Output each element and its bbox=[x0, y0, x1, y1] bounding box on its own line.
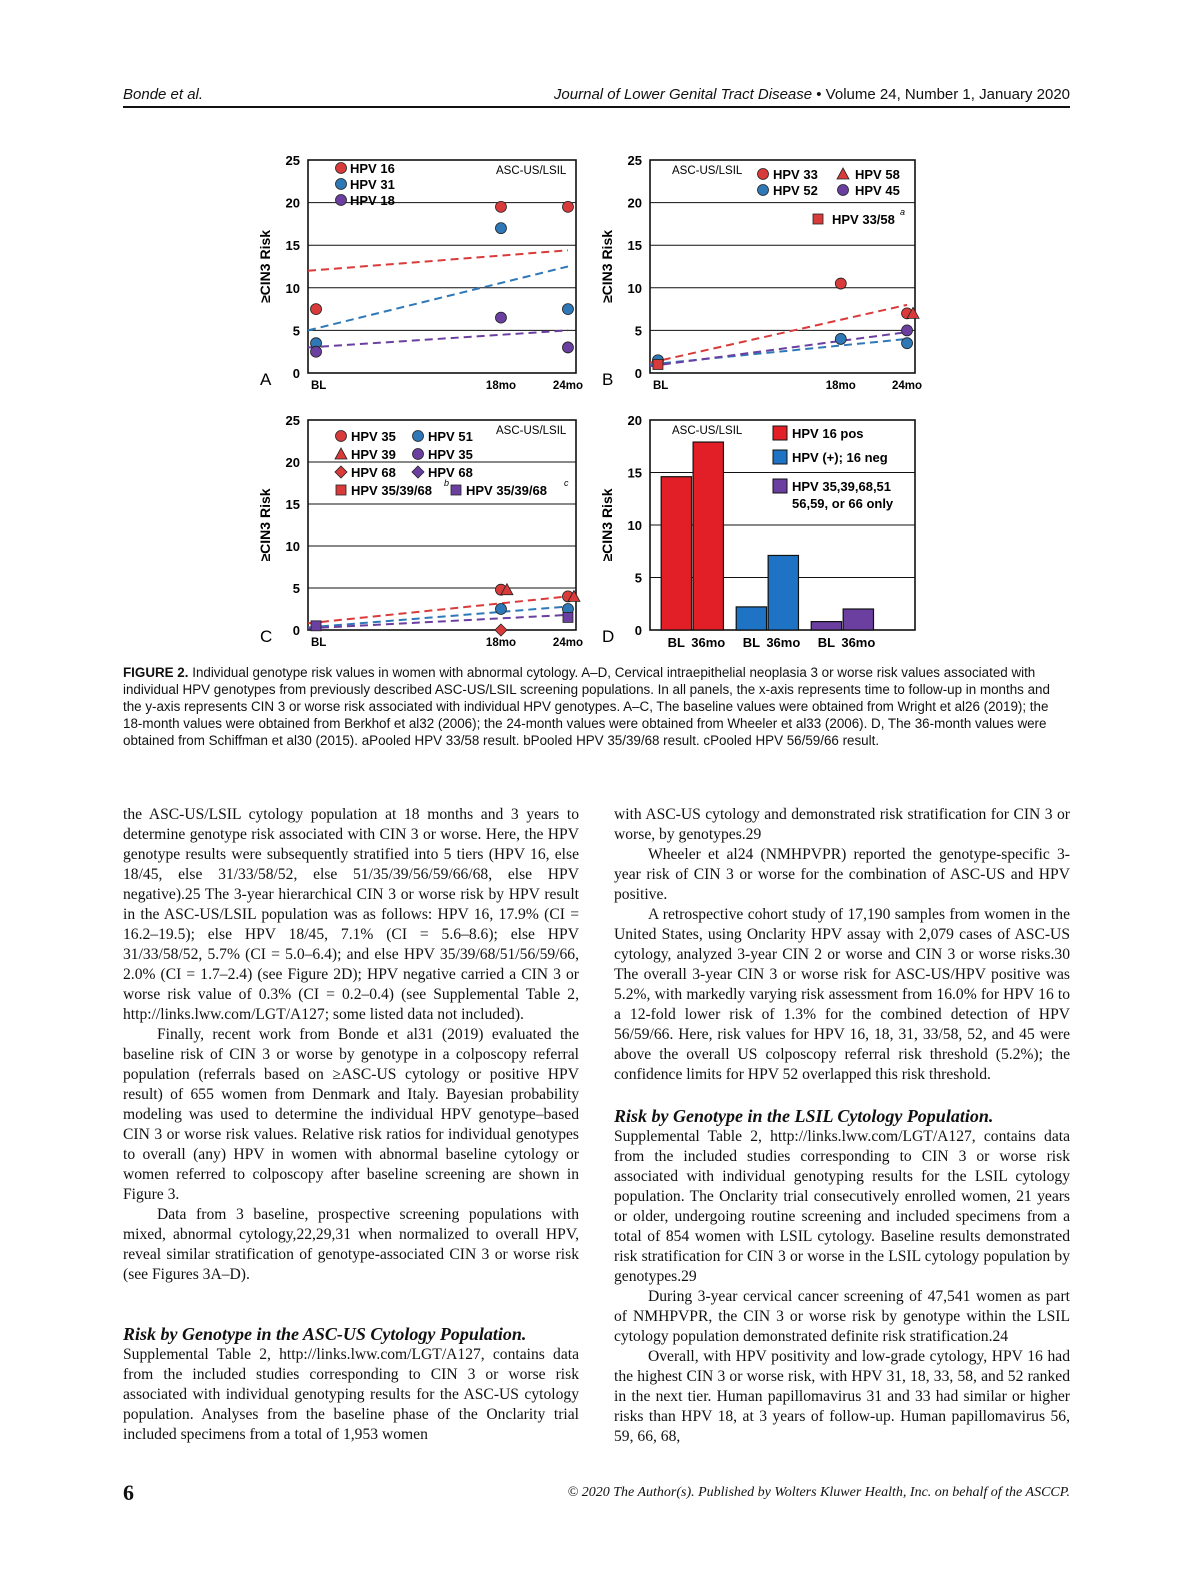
bar bbox=[693, 442, 723, 630]
y-tick-label: 5 bbox=[292, 581, 300, 596]
trend-line bbox=[308, 250, 568, 270]
x-tick-label: BL bbox=[667, 635, 686, 650]
data-point bbox=[902, 325, 913, 336]
x-tick-label: 24mo bbox=[892, 380, 923, 392]
paragraph: Supplemental Table 2, http://links.lww.com/LGT/A127, contains data from the included studies corresponding to CIN 3 or worse risk associated with individual genotyping results for the LSIL cytology population. The Onclarity trial consecutively enrolled women, 21 years or older, undergoing routine screening and included specimens from a total of 854 women with LSIL cytology. Baseline results demonstrated risk stratification for CIN 3 or worse in the LSIL cytology population by genotypes.29 bbox=[614, 1128, 1070, 1285]
legend-label: HPV 16 bbox=[350, 161, 395, 176]
population-label: ASC-US/LSIL bbox=[672, 165, 743, 177]
bar bbox=[843, 609, 873, 630]
y-tick-label: 25 bbox=[285, 153, 300, 168]
header-rule bbox=[123, 106, 1070, 108]
legend-marker bbox=[413, 449, 424, 460]
page-number: 6 bbox=[123, 1480, 134, 1505]
panel-letter: C bbox=[260, 627, 273, 646]
data-point bbox=[311, 621, 321, 631]
paragraph: Supplemental Table 2, http://links.lww.com/LGT/A127, contains data from the included studies corresponding to CIN 3 or worse risk associated with individual genotyping results for the ASC-US cytology population. Analyses from the baseline phase of the Onclarity trial included specimens from a total of 1,953 women bbox=[123, 1346, 579, 1443]
legend-label: HPV 18 bbox=[350, 193, 395, 208]
data-point bbox=[495, 223, 506, 234]
bar bbox=[768, 555, 798, 630]
running-header-author: Bonde et al. bbox=[123, 86, 204, 103]
legend-marker bbox=[335, 466, 347, 478]
data-point bbox=[311, 346, 322, 357]
y-tick-label: 20 bbox=[285, 195, 300, 211]
x-tick-label: 18mo bbox=[485, 380, 516, 392]
y-tick-label: 5 bbox=[634, 323, 642, 339]
y-tick-label: 0 bbox=[634, 623, 642, 638]
data-point bbox=[562, 342, 573, 353]
legend-marker bbox=[773, 479, 787, 493]
y-tick-label: 0 bbox=[634, 366, 642, 381]
data-point bbox=[902, 338, 913, 349]
legend-label: HPV 33/58 bbox=[832, 212, 895, 227]
x-tick-label: 24mo bbox=[552, 380, 583, 392]
population-label: ASC-US/LSIL bbox=[496, 165, 567, 177]
legend-marker bbox=[838, 185, 849, 196]
paragraph: with ASC-US cytology and demonstrated risk stratification for CIN 3 or worse, by genotypes.29 bbox=[614, 806, 1070, 843]
data-point bbox=[562, 304, 573, 315]
y-axis-label: ≥CIN3 Risk bbox=[257, 229, 273, 304]
y-tick-label: 5 bbox=[634, 570, 642, 586]
x-tick-label: BL bbox=[817, 635, 836, 650]
x-tick-label: BL bbox=[311, 637, 327, 649]
legend-marker bbox=[773, 426, 787, 440]
y-tick-label: 5 bbox=[292, 323, 300, 339]
legend-marker bbox=[336, 163, 347, 174]
trend-line bbox=[308, 267, 568, 331]
data-point bbox=[653, 359, 663, 369]
bar bbox=[811, 622, 841, 630]
x-tick-label: 36mo bbox=[841, 635, 876, 650]
legend-label: HPV 35 bbox=[428, 447, 473, 462]
data-point bbox=[562, 201, 573, 212]
y-tick-label: 15 bbox=[627, 465, 642, 481]
data-point bbox=[495, 624, 507, 636]
y-tick-label: 10 bbox=[627, 280, 642, 296]
trend-line bbox=[650, 305, 907, 363]
legend-label: HPV 68 bbox=[428, 465, 473, 480]
population-label: ASC-US/LSIL bbox=[496, 425, 567, 437]
running-header-journal: Journal of Lower Genital Tract Disease • Volume 24, Number 1, January 2020 bbox=[553, 86, 1070, 103]
y-axis-label: ≥CIN3 Risk bbox=[257, 488, 273, 562]
x-tick-label: BL bbox=[311, 380, 327, 392]
legend-label: HPV 31 bbox=[350, 177, 395, 192]
legend-marker bbox=[412, 466, 424, 478]
legend-marker bbox=[336, 431, 347, 442]
paragraph: the ASC-US/LSIL cytology population at 18 months and 3 years to determine genotype risk associated with CIN 3 or worse. Here, the HPV genotype results were subsequently stratified into 5 tiers (HPV 16, else 18/45, else 31/33/58/52, else 51/35/39/56/59/66/68, else HPV negative).25 The 3-year hierarchical CIN 3 or worse risk by HPV result in the ASC-US/LSIL population was as follows: HPV 16, 17.9% (CI = 16.2–19.5); else HPV 18/45, 7.1% (CI = 5.6–8.6); else HPV 31/33/58/52, 5.7% (CI = 5.0–6.4); and else HPV 35/39/68/51/56/59/66, 2.0% (CI = 1.7–2.4) (see Figure 2D); HPV negative carried a CIN 3 or worse risk value of 0.3% (CI = 0.2–0.4) (see Supplemental Table 2, http://links.lww.com/LGT/A127; some listed data not included). bbox=[123, 806, 579, 1023]
data-point bbox=[495, 604, 506, 615]
legend-marker bbox=[837, 168, 849, 179]
plot-frame bbox=[308, 160, 576, 373]
legend-label: HPV 51 bbox=[428, 429, 473, 444]
left-column bbox=[123, 805, 579, 1445]
legend-superscript: a bbox=[900, 207, 906, 217]
y-axis-label: ≥CIN3 Risk bbox=[599, 488, 615, 562]
trend-line bbox=[308, 330, 568, 347]
x-tick-label: 24mo bbox=[552, 637, 583, 649]
legend-marker bbox=[758, 185, 769, 196]
y-tick-label: 15 bbox=[627, 238, 642, 254]
x-tick-label: 18mo bbox=[485, 637, 516, 649]
data-point bbox=[563, 612, 573, 622]
y-tick-label: 25 bbox=[627, 153, 642, 168]
section-heading: Risk by Genotype in the ASC-US Cytology Population. bbox=[123, 1324, 527, 1344]
legend-label: 56,59, or 66 only bbox=[792, 496, 894, 511]
trend-line bbox=[650, 339, 907, 365]
paragraph: Data from 3 baseline, prospective screening populations with mixed, abnormal cytology,22,29,31 when normalized to overall HPV, reveal similar stratification of genotype-associated CIN 3 or worse risk (see Figures 3A–D). bbox=[123, 1206, 579, 1283]
trend-line bbox=[650, 332, 907, 366]
legend-marker bbox=[773, 450, 787, 464]
legend-marker bbox=[336, 485, 346, 495]
y-tick-label: 0 bbox=[292, 366, 300, 381]
legend-label: HPV 35 bbox=[351, 429, 396, 444]
legend-label: HPV 58 bbox=[855, 167, 900, 182]
figure-caption: FIGURE 2. Individual genotype risk values in women with abnormal cytology. A–D, Cervical intraepithelial neoplasia 3 or worse risk values associated with individual HPV genotypes from previously described ASC-US/LSIL screening populations. In all panels, the x-axis represents time to follow-up in months and the y-axis represents CIN 3 or worse risk associated with individual HPV genotypes. A–C, The baseline values were obtained from Wright et al26 (2019); the 18-month values were obtained from Berkhof et al32 (2006); the 24-month values were obtained from Wheeler et al33 (2006). D, The 36-month values were obtained from Schiffman et al30 (2015). aPooled HPV 33/58 result. bPooled HPV 35/39/68 result. cPooled HPV 56/59/66 result. bbox=[123, 665, 1050, 748]
data-point bbox=[835, 333, 846, 344]
section-heading: Risk by Genotype in the LSIL Cytology Population. bbox=[614, 1106, 994, 1126]
paragraph: A retrospective cohort study of 17,190 samples from women in the United States, using Onclarity HPV assay with 2,079 cases of ASC-US cytology, analyzed 3-year CIN 2 or worse and CIN 3 or worse risks.30 The overall 3-year CIN 3 or worse risk for ASC-US/HPV positive was 5.2%, with markedly varying risk assessment from 16.0% for HPV 16 to a 12-fold lower risk of 1.3% for the combined detection of HPV 56/59/66. Here, risk values for HPV 16, 18, 31, 33/58, 52, and 45 were above the overall US colposcopy referral risk threshold (5.2%); the confidence limits for HPV 52 overlapped this risk threshold. bbox=[614, 906, 1070, 1083]
y-tick-label: 10 bbox=[627, 518, 642, 533]
panel-letter: A bbox=[260, 370, 272, 389]
y-tick-label: 20 bbox=[627, 413, 642, 428]
data-point bbox=[835, 278, 846, 289]
y-tick-label: 15 bbox=[285, 497, 300, 512]
x-tick-label: 36mo bbox=[691, 635, 726, 650]
legend-superscript: b bbox=[444, 478, 450, 488]
legend-marker bbox=[336, 179, 347, 190]
legend-label: HPV 35,39,68,51 bbox=[792, 479, 892, 494]
legend-label: HPV 33 bbox=[773, 167, 818, 182]
paragraph: During 3-year cervical cancer screening of 47,541 women as part of NMHPVPR, the CIN 3 or worse risk by genotype within the LSIL cytology population demonstrated definite risk stratification.24 bbox=[614, 1288, 1070, 1345]
legend-label: HPV 35/39/68 bbox=[466, 483, 547, 498]
y-tick-label: 20 bbox=[627, 195, 642, 211]
legend-superscript: c bbox=[564, 478, 569, 488]
paragraph: Finally, recent work from Bonde et al31 (2019) evaluated the baseline risk of CIN 3 or worse by genotype in a colposcopy referral population (referrals based on ≥ASC-US cytology or positive HPV result) of 655 women from Denmark and Italy. Bayesian probability modeling was used to determine the individual HPV genotype–based CIN 3 or worse risk values. Relative risk ratios for individual genotypes to overall (any) HPV in women with abnormal baseline cytology or women referred to colposcopy after baseline screening are shown in Figure 3. bbox=[123, 1026, 579, 1203]
bar bbox=[661, 477, 691, 630]
legend-marker bbox=[451, 485, 461, 495]
figure-2 bbox=[240, 140, 940, 660]
legend-label: HPV (+); 16 neg bbox=[792, 450, 888, 465]
legend-label: HPV 16 pos bbox=[792, 426, 864, 441]
legend-marker bbox=[336, 195, 347, 206]
panel-letter: B bbox=[602, 370, 614, 389]
legend-marker bbox=[335, 448, 347, 459]
population-label: ASC-US/LSIL bbox=[672, 425, 743, 437]
y-tick-label: 10 bbox=[285, 539, 300, 554]
bar bbox=[736, 607, 766, 630]
legend-label: HPV 45 bbox=[855, 183, 900, 198]
legend-label: HPV 35/39/68 bbox=[351, 483, 432, 498]
paragraph: Overall, with HPV positivity and low-grade cytology, HPV 16 had the highest CIN 3 or worse risk, with HPV 31, 18, 33, 58, and 52 ranked in the next tier. Human papillomavirus 31 and 33 had similar or higher risks than HPV 18, at 3 years of follow-up. Human papillomavirus 56, 59, 66, 68, bbox=[614, 1348, 1070, 1445]
x-tick-label: 18mo bbox=[825, 380, 856, 392]
legend-marker bbox=[813, 214, 823, 224]
panel-letter: D bbox=[602, 627, 615, 646]
legend-label: HPV 52 bbox=[773, 183, 818, 198]
right-column bbox=[614, 805, 1070, 1447]
y-tick-label: 20 bbox=[285, 455, 300, 470]
data-point bbox=[311, 304, 322, 315]
y-axis-label: ≥CIN3 Risk bbox=[599, 229, 615, 304]
legend-marker bbox=[758, 169, 769, 180]
x-tick-label: BL bbox=[742, 635, 761, 650]
legend-marker bbox=[413, 431, 424, 442]
legend-label: HPV 68 bbox=[351, 465, 396, 480]
copyright-notice: © 2020 The Author(s). Published by Wolters Kluwer Health, Inc. on behalf of the ASCCP. bbox=[567, 1485, 1070, 1500]
y-tick-label: 15 bbox=[285, 238, 300, 254]
data-point bbox=[495, 312, 506, 323]
x-tick-label: BL bbox=[653, 380, 669, 392]
x-tick-label: 36mo bbox=[766, 635, 801, 650]
y-tick-label: 10 bbox=[285, 280, 300, 296]
data-point bbox=[495, 201, 506, 212]
y-tick-label: 0 bbox=[292, 623, 300, 638]
paragraph: Wheeler et al24 (NMHPVPR) reported the genotype-specific 3-year risk of CIN 3 or worse for the combination of ASC-US and HPV positive. bbox=[614, 846, 1070, 903]
legend-label: HPV 39 bbox=[351, 447, 396, 462]
y-tick-label: 25 bbox=[285, 413, 300, 428]
